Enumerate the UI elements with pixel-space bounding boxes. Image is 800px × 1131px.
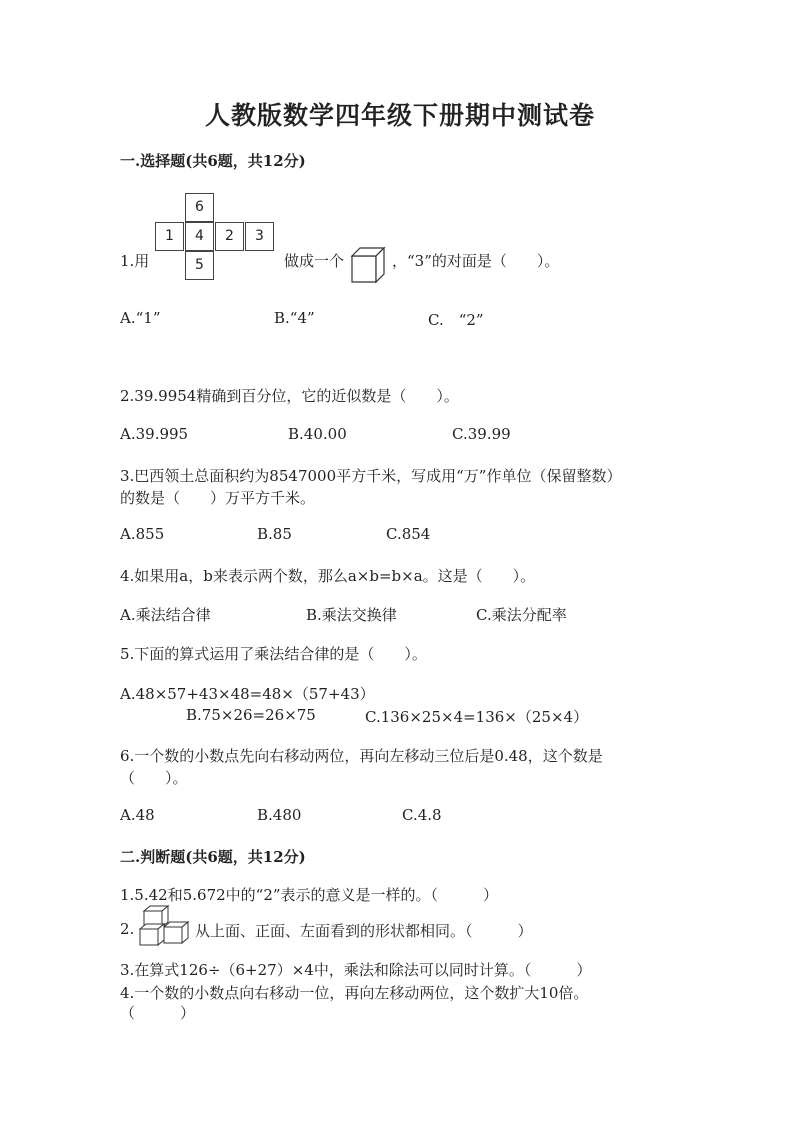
judge-question-4-line-1: 4.一个数的小数点向右移动一位，再向左移动两位，这个数扩大10倍。 xyxy=(120,984,589,1002)
net-cell: 1 xyxy=(155,222,184,251)
judge-question-2: 从上面、正面、左面看到的形状都相同。（ ） xyxy=(195,922,533,940)
cube-blocks-icon xyxy=(136,905,190,947)
q2-option-a[interactable]: A.39.995 xyxy=(120,425,189,443)
q5-option-a[interactable]: A.48×57+43×48=48×（57+43） xyxy=(120,685,375,703)
q6-option-a[interactable]: A.48 xyxy=(120,806,155,824)
q6-option-c[interactable]: C.4.8 xyxy=(402,806,442,824)
q4-option-c[interactable]: C.乘法分配率 xyxy=(476,606,567,624)
q3-option-b[interactable]: B.85 xyxy=(257,525,292,543)
section-1-heading: 一.选择题(共6题，共12分) xyxy=(120,152,306,170)
question-1-middle: 做成一个 xyxy=(284,252,345,270)
question-5: 5.下面的算式运用了乘法结合律的是（ ）。 xyxy=(120,645,427,663)
net-cell: 3 xyxy=(245,222,274,251)
judge-question-4-line-2: （ ） xyxy=(120,1004,196,1022)
net-cell: 4 xyxy=(185,222,214,251)
net-cell: 5 xyxy=(185,251,214,280)
q4-option-a[interactable]: A.乘法结合律 xyxy=(120,606,211,624)
q3-option-a[interactable]: A.855 xyxy=(120,525,165,543)
q5-option-c[interactable]: C.136×25×4=136×（25×4） xyxy=(365,708,589,726)
section-2-heading: 二.判断题(共6题，共12分) xyxy=(120,848,306,866)
q1-option-b[interactable]: B.“4” xyxy=(274,309,315,327)
question-1-prefix: 1.用 xyxy=(120,252,150,270)
cube-net-figure xyxy=(155,193,277,283)
q1-option-c[interactable]: C. “2” xyxy=(428,311,484,329)
cube-icon xyxy=(350,246,386,284)
q2-option-c[interactable]: C.39.99 xyxy=(452,425,511,443)
question-6-line-2: （ ）。 xyxy=(120,769,188,787)
q4-option-b[interactable]: B.乘法交换律 xyxy=(306,606,397,624)
question-3-line-2: 的数是（ ）万平方千米。 xyxy=(120,489,316,507)
judge-question-2-prefix: 2. xyxy=(120,920,135,938)
q1-option-a[interactable]: A.“1” xyxy=(120,309,161,327)
q6-option-b[interactable]: B.480 xyxy=(257,806,302,824)
net-cell: 2 xyxy=(215,222,244,251)
q2-option-b[interactable]: B.40.00 xyxy=(288,425,347,443)
q3-option-c[interactable]: C.854 xyxy=(386,525,431,543)
question-1-suffix: ，“3”的对面是（ ）。 xyxy=(392,252,560,270)
question-4: 4.如果用a，b来表示两个数，那么a×b=b×a。这是（ ）。 xyxy=(120,567,536,585)
question-6-line-1: 6.一个数的小数点先向右移动两位，再向左移动三位后是0.48，这个数是 xyxy=(120,747,603,765)
judge-question-3: 3.在算式126÷（6+27）×4中，乘法和除法可以同时计算。（ ） xyxy=(120,961,592,979)
question-3-line-1: 3.巴西领土总面积约为8547000平方千米，写成用“万”作单位（保留整数） xyxy=(120,467,622,485)
question-2: 2.39.9954精确到百分位，它的近似数是（ ）。 xyxy=(120,387,459,405)
net-cell: 6 xyxy=(185,193,214,222)
judge-question-1: 1.5.42和5.672中的“2”表示的意义是一样的。（ ） xyxy=(120,886,499,904)
page-title: 人教版数学四年级下册期中测试卷 xyxy=(204,101,595,130)
q5-option-b[interactable]: B.75×26=26×75 xyxy=(186,706,316,724)
